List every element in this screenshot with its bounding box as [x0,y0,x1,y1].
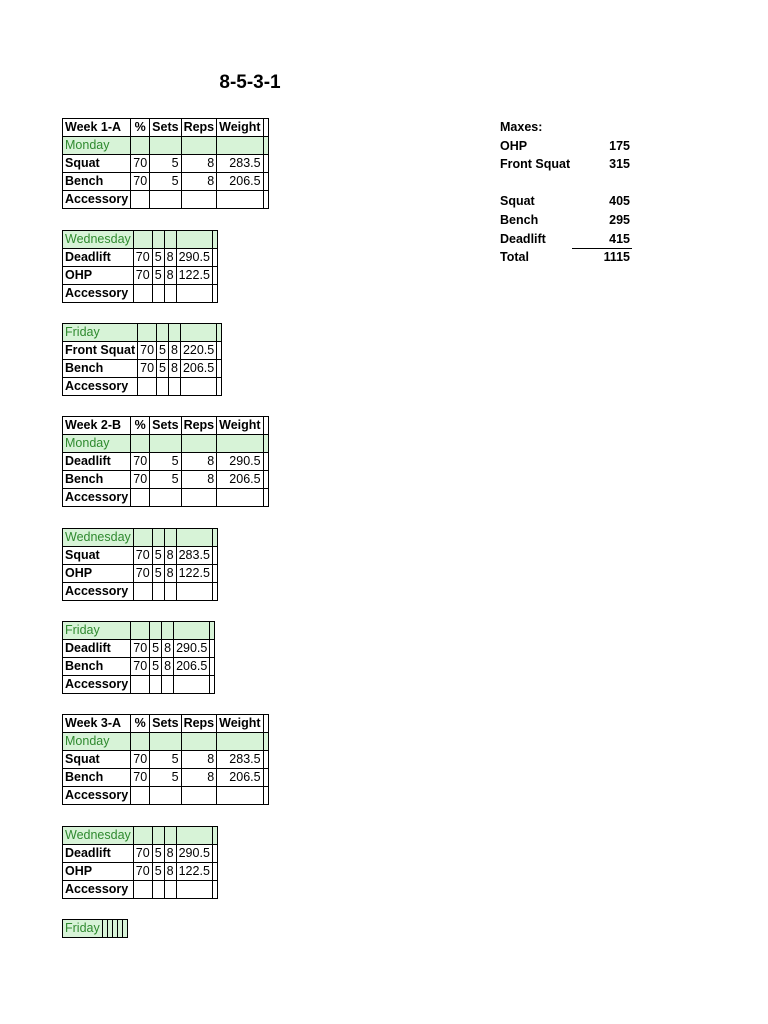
empty-cell[interactable] [263,417,268,435]
reps-cell[interactable]: 8 [181,751,217,769]
reps-cell[interactable] [164,583,176,601]
column-header-sets[interactable]: Sets [150,715,181,733]
maxes-heading-row [498,118,632,137]
reps-cell[interactable] [162,676,174,694]
lift-name-cell[interactable]: Squat [63,547,134,565]
lift-name-cell[interactable]: Deadlift [63,845,134,863]
max-label: OHP [500,138,528,153]
day-label[interactable]: Wednesday [63,529,134,547]
pct-cell[interactable]: 70 [131,471,150,489]
day-header-row [63,137,269,155]
empty-cell[interactable] [131,622,150,640]
sets-cell[interactable]: 5 [150,640,162,658]
lift-row [63,583,218,601]
week-2-monday-table [62,416,269,507]
pct-cell[interactable] [138,378,157,396]
sets-cell[interactable] [150,191,181,209]
column-header-pct[interactable]: % [131,715,150,733]
week-label[interactable]: Week 2-B [63,417,131,435]
lift-row [63,676,215,694]
empty-cell[interactable] [150,622,162,640]
weight-cell[interactable]: 290.5 [176,249,212,267]
pct-cell[interactable] [131,489,150,507]
lift-name-cell[interactable]: OHP [63,863,134,881]
weight-cell[interactable]: 220.5 [180,342,216,360]
lift-row [63,565,218,583]
weight-cell[interactable] [176,285,212,303]
pct-cell[interactable]: 70 [138,342,157,360]
sets-cell[interactable]: 5 [152,845,164,863]
empty-cell[interactable] [181,435,217,453]
empty-cell[interactable] [152,529,164,547]
lift-row [63,787,269,805]
empty-cell[interactable] [164,529,176,547]
empty-cell[interactable] [174,622,210,640]
column-header-sets[interactable]: Sets [150,417,181,435]
sets-cell[interactable] [150,489,181,507]
lift-name-cell[interactable]: Accessory [63,191,131,209]
day-label[interactable]: Wednesday [63,827,134,845]
empty-cell[interactable] [150,435,181,453]
weight-cell[interactable]: 206.5 [217,471,263,489]
empty-cell[interactable] [169,324,181,342]
sets-cell[interactable]: 5 [152,863,164,881]
column-header-weight[interactable]: Weight [217,417,263,435]
column-header-weight[interactable]: Weight [217,715,263,733]
empty-cell[interactable] [176,529,212,547]
empty-cell[interactable] [212,881,217,899]
reps-cell[interactable]: 8 [181,769,217,787]
empty-cell[interactable] [176,827,212,845]
weight-cell[interactable]: 206.5 [217,173,263,191]
pct-cell[interactable]: 70 [133,845,152,863]
sets-cell[interactable] [150,676,162,694]
lift-name-cell[interactable]: Bench [63,360,138,378]
empty-cell[interactable] [212,845,217,863]
day-header-row [63,231,218,249]
pct-cell[interactable] [131,787,150,805]
empty-cell[interactable] [131,435,150,453]
pct-cell[interactable]: 70 [133,267,152,285]
pct-cell[interactable]: 70 [131,453,150,471]
lift-name-cell[interactable]: Bench [63,471,131,489]
lift-name-cell[interactable]: Accessory [63,285,134,303]
sets-cell[interactable]: 5 [150,751,181,769]
reps-cell[interactable]: 8 [181,155,217,173]
empty-cell[interactable] [217,324,222,342]
empty-cell[interactable] [217,435,263,453]
weight-cell[interactable]: 283.5 [176,547,212,565]
reps-cell[interactable]: 8 [164,267,176,285]
reps-cell[interactable]: 8 [169,360,181,378]
weight-cell[interactable] [176,583,212,601]
max-row-bench[interactable] [498,211,632,230]
empty-cell[interactable] [131,137,150,155]
empty-cell[interactable] [181,733,217,751]
lift-name-cell[interactable]: Bench [63,769,131,787]
empty-cell[interactable] [180,324,216,342]
empty-cell[interactable] [263,471,268,489]
week-3-friday-table [62,919,128,938]
empty-cell[interactable] [263,173,268,191]
empty-cell[interactable] [210,676,215,694]
max-value: 315 [609,157,630,172]
empty-cell[interactable] [181,137,217,155]
reps-cell[interactable]: 8 [164,845,176,863]
weight-cell[interactable]: 290.5 [217,453,263,471]
max-value: 415 [609,231,630,246]
maxes-panel [498,118,632,267]
lift-name-cell[interactable]: Squat [63,155,131,173]
week-label[interactable]: Week 3-A [63,715,131,733]
reps-cell[interactable]: 8 [181,453,217,471]
reps-cell[interactable]: 8 [162,640,174,658]
lift-name-cell[interactable]: Accessory [63,583,134,601]
empty-cell[interactable] [212,583,217,601]
empty-cell[interactable] [263,435,268,453]
weight-cell[interactable]: 206.5 [180,360,216,378]
lift-name-cell[interactable]: Accessory [63,378,138,396]
lift-row [63,342,222,360]
empty-cell[interactable] [122,920,127,938]
week-1-monday-table [62,118,269,209]
week-3-monday-table [62,714,269,805]
empty-cell[interactable] [263,715,268,733]
reps-cell[interactable] [169,378,181,396]
reps-cell[interactable]: 8 [164,565,176,583]
empty-cell[interactable] [212,863,217,881]
week-1-wednesday-table [62,230,218,303]
lift-row [63,155,269,173]
max-label: Deadlift [500,231,546,246]
reps-cell[interactable]: 8 [164,249,176,267]
empty-cell[interactable] [263,191,268,209]
max-row-front-squat[interactable] [498,155,632,174]
weight-cell[interactable]: 122.5 [176,565,212,583]
empty-cell[interactable] [210,658,215,676]
reps-cell[interactable] [181,489,217,507]
max-value: 175 [609,138,630,153]
pct-cell[interactable]: 70 [133,863,152,881]
empty-cell[interactable] [138,324,157,342]
empty-cell[interactable] [212,827,217,845]
pct-cell[interactable]: 70 [131,769,150,787]
empty-cell[interactable] [263,155,268,173]
pct-cell[interactable] [133,285,152,303]
column-header-reps[interactable]: Reps [181,417,217,435]
lift-row [63,881,218,899]
pct-cell[interactable]: 70 [131,640,150,658]
empty-cell[interactable] [131,733,150,751]
pct-cell[interactable]: 70 [131,173,150,191]
empty-cell[interactable] [217,378,222,396]
sets-cell[interactable]: 5 [152,547,164,565]
max-value: 295 [609,212,630,227]
empty-cell[interactable] [263,733,268,751]
weight-cell[interactable]: 283.5 [217,751,263,769]
lift-name-cell[interactable]: OHP [63,267,134,285]
weight-cell[interactable] [217,191,263,209]
maxes-spacer [498,174,632,193]
empty-cell[interactable] [164,231,176,249]
pct-cell[interactable]: 70 [133,249,152,267]
weight-cell[interactable] [180,378,216,396]
sets-cell[interactable]: 5 [150,658,162,676]
reps-cell[interactable]: 8 [162,658,174,676]
week-3-wednesday-table [62,826,218,899]
column-header-reps[interactable]: Reps [181,119,217,137]
day-header-row [63,529,218,547]
column-header-pct[interactable]: % [131,119,150,137]
weight-cell[interactable]: 206.5 [174,658,210,676]
pct-cell[interactable] [131,676,150,694]
empty-cell[interactable] [263,489,268,507]
empty-cell[interactable] [212,249,217,267]
reps-cell[interactable]: 8 [181,471,217,489]
day-header-row [63,324,222,342]
empty-cell[interactable] [164,827,176,845]
empty-cell[interactable] [263,787,268,805]
reps-cell[interactable] [181,191,217,209]
day-header-row [63,622,215,640]
sets-cell[interactable]: 5 [150,155,181,173]
weight-cell[interactable]: 122.5 [176,863,212,881]
weight-cell[interactable]: 206.5 [217,769,263,787]
reps-cell[interactable]: 8 [169,342,181,360]
pct-cell[interactable]: 70 [131,751,150,769]
lift-row [63,751,269,769]
sets-cell[interactable]: 5 [150,471,181,489]
empty-cell[interactable] [210,622,215,640]
lift-name-cell[interactable]: Bench [63,658,131,676]
lift-row [63,769,269,787]
empty-cell[interactable] [212,547,217,565]
reps-cell[interactable] [164,881,176,899]
reps-cell[interactable]: 8 [181,173,217,191]
lift-row [63,173,269,191]
sets-cell[interactable]: 5 [150,769,181,787]
max-row-deadlift[interactable] [498,230,632,249]
pct-cell[interactable] [133,881,152,899]
empty-cell[interactable] [162,622,174,640]
total-value: 1115 [603,250,630,265]
day-label[interactable]: Monday [63,733,131,751]
weight-cell[interactable]: 122.5 [176,267,212,285]
weight-cell[interactable]: 290.5 [176,845,212,863]
lift-row [63,489,269,507]
empty-cell[interactable] [263,119,268,137]
lift-row [63,191,269,209]
empty-cell[interactable] [150,137,181,155]
total-label: Total [500,250,529,265]
reps-cell[interactable] [181,787,217,805]
empty-cell[interactable] [217,342,222,360]
day-label[interactable]: Friday [63,324,138,342]
sets-cell[interactable]: 5 [152,267,164,285]
empty-cell[interactable] [133,231,152,249]
lift-row [63,453,269,471]
sheet-title: 8-5-3-1 [219,72,281,93]
week-2-wednesday-table [62,528,218,601]
pct-cell[interactable]: 70 [133,547,152,565]
empty-cell[interactable] [212,285,217,303]
week-2-friday-table [62,621,215,694]
day-label[interactable]: Friday [63,920,103,938]
column-header-sets[interactable]: Sets [150,119,181,137]
reps-cell[interactable]: 8 [164,863,176,881]
lift-name-cell[interactable]: Accessory [63,676,131,694]
lift-name-cell[interactable]: Accessory [63,489,131,507]
sets-cell[interactable] [152,583,164,601]
max-value: 405 [609,194,630,209]
lift-name-cell[interactable]: Deadlift [63,640,131,658]
week-header-row [63,417,269,435]
pct-cell[interactable] [133,583,152,601]
reps-cell[interactable]: 8 [164,547,176,565]
empty-cell[interactable] [212,267,217,285]
sets-cell[interactable]: 5 [157,342,169,360]
lift-name-cell[interactable]: Front Squat [63,342,138,360]
day-header-row [63,733,269,751]
max-row-ohp[interactable] [498,137,632,156]
weight-cell[interactable]: 290.5 [174,640,210,658]
lift-name-cell[interactable]: Accessory [63,881,134,899]
maxes-heading: Maxes: [500,120,543,134]
day-label[interactable]: Monday [63,137,131,155]
empty-cell[interactable] [212,529,217,547]
lift-row [63,640,215,658]
pct-cell[interactable]: 70 [131,658,150,676]
day-label[interactable]: Wednesday [63,231,134,249]
week-1-friday-table [62,323,222,396]
column-header-pct[interactable]: % [131,417,150,435]
empty-cell[interactable] [212,565,217,583]
empty-cell[interactable] [152,231,164,249]
sets-cell[interactable]: 5 [152,565,164,583]
sets-cell[interactable]: 5 [150,173,181,191]
lift-row [63,547,218,565]
weight-cell[interactable] [174,676,210,694]
sets-cell[interactable]: 5 [157,360,169,378]
sets-cell[interactable]: 5 [152,249,164,267]
lift-row [63,360,222,378]
lift-name-cell[interactable]: OHP [63,565,134,583]
pct-cell[interactable]: 70 [138,360,157,378]
pct-cell[interactable]: 70 [133,565,152,583]
empty-cell[interactable] [263,769,268,787]
pct-cell[interactable] [131,191,150,209]
column-header-reps[interactable]: Reps [181,715,217,733]
lift-name-cell[interactable]: Accessory [63,787,131,805]
day-label[interactable]: Monday [63,435,131,453]
weight-cell[interactable] [217,489,263,507]
lift-row [63,378,222,396]
lift-row [63,845,218,863]
column-header-weight[interactable]: Weight [217,119,263,137]
day-header-row [63,920,128,938]
week-header-row [63,119,269,137]
sets-cell[interactable] [152,285,164,303]
empty-cell[interactable] [150,733,181,751]
empty-cell[interactable] [212,231,217,249]
lift-row [63,249,218,267]
empty-cell[interactable] [217,137,263,155]
empty-cell[interactable] [263,453,268,471]
empty-cell[interactable] [133,827,152,845]
sets-cell[interactable] [152,881,164,899]
empty-cell[interactable] [133,529,152,547]
max-label: Squat [500,194,535,209]
sets-cell[interactable]: 5 [150,453,181,471]
reps-cell[interactable] [164,285,176,303]
lift-row [63,267,218,285]
max-label: Front Squat [500,157,571,172]
weight-cell[interactable]: 283.5 [217,155,263,173]
day-header-row [63,827,218,845]
lift-row [63,863,218,881]
week-label[interactable]: Week 1-A [63,119,131,137]
weight-cell[interactable] [176,881,212,899]
day-label[interactable]: Friday [63,622,131,640]
week-header-row [63,715,269,733]
empty-cell[interactable] [210,640,215,658]
lift-row [63,285,218,303]
empty-cell[interactable] [152,827,164,845]
empty-cell[interactable] [263,751,268,769]
empty-cell[interactable] [157,324,169,342]
sets-cell[interactable] [157,378,169,396]
day-header-row [63,435,269,453]
lift-row [63,658,215,676]
sets-cell[interactable] [150,787,181,805]
max-label: Bench [500,212,539,227]
empty-cell[interactable] [263,137,268,155]
lift-name-cell[interactable]: Deadlift [63,249,134,267]
empty-cell[interactable] [217,733,263,751]
empty-cell[interactable] [217,360,222,378]
lift-name-cell[interactable]: Squat [63,751,131,769]
lift-name-cell[interactable]: Bench [63,173,131,191]
max-row-total[interactable] [498,248,632,267]
lift-name-cell[interactable]: Deadlift [63,453,131,471]
weight-cell[interactable] [217,787,263,805]
empty-cell[interactable] [176,231,212,249]
pct-cell[interactable]: 70 [131,155,150,173]
lift-row [63,471,269,489]
max-row-squat[interactable] [498,192,632,211]
